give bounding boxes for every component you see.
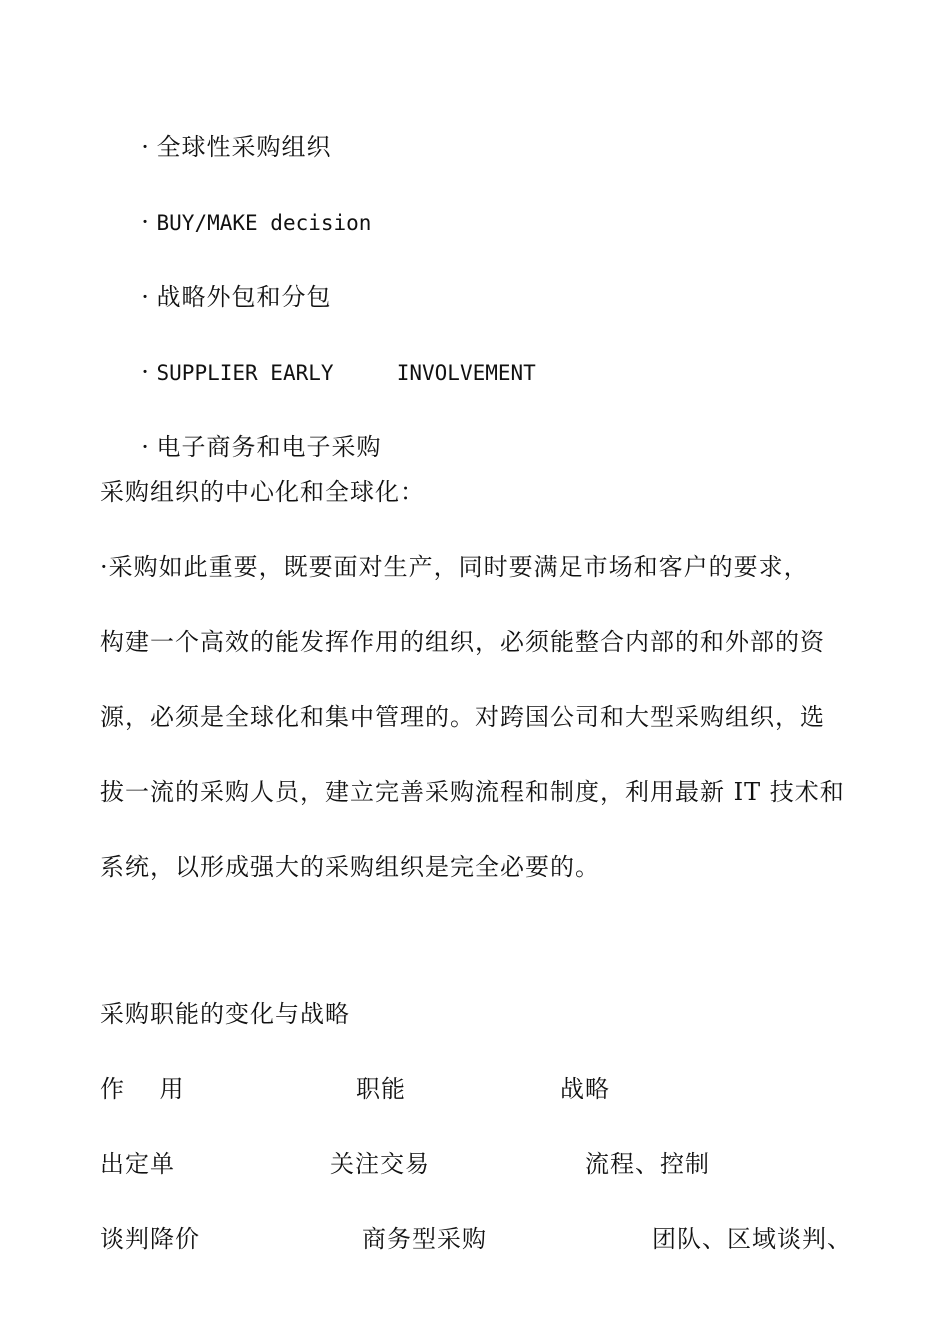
table-cell: 商务型采购 <box>362 1225 487 1253</box>
table-cell: 出定单 <box>100 1150 175 1178</box>
table-cell: 流程、控制 <box>585 1150 710 1178</box>
bullet-text: 全球性采购组织 <box>156 133 332 161</box>
table-cell: 团队、区域谈判、 <box>652 1225 852 1253</box>
bullet-glyph: · <box>141 208 150 236</box>
section-heading: 采购职能的变化与战略 <box>100 1000 350 1028</box>
bullet-text: 战略外包和分包 <box>156 283 332 311</box>
bullet-glyph: · <box>141 283 150 311</box>
paragraph-line: 系统，以形成强大的采购组织是完全必要的。 <box>100 853 600 881</box>
bullet-text: SUPPLIER EARLY INVOLVEMENT <box>156 361 536 385</box>
table-header-cell: 职能 <box>356 1075 406 1103</box>
bullet-text: BUY/MAKE decision <box>156 211 372 235</box>
table-cell: 关注交易 <box>330 1150 430 1178</box>
paragraph-line: 源，必须是全球化和集中管理的。对跨国公司和大型采购组织，选 <box>100 703 825 731</box>
table-header-cell: 战略 <box>560 1075 610 1103</box>
bullet-glyph: · <box>141 433 150 461</box>
bullet-glyph: · <box>141 133 150 161</box>
paragraph-line: 拔一流的采购人员，建立完善采购流程和制度，利用最新 IT 技术和 <box>100 778 845 806</box>
paragraph-line: ·采购如此重要，既要面对生产，同时要满足市场和客户的要求， <box>100 553 809 581</box>
table-header-cell: 作 用 <box>100 1075 185 1103</box>
paragraph-line: 构建一个高效的能发挥作用的组织，必须能整合内部的和外部的资 <box>100 628 825 656</box>
section-heading: 采购组织的中心化和全球化： <box>100 478 425 506</box>
table-cell: 谈判降价 <box>100 1225 200 1253</box>
bullet-text: 电子商务和电子采购 <box>156 433 382 461</box>
bullet-glyph: · <box>141 358 150 386</box>
